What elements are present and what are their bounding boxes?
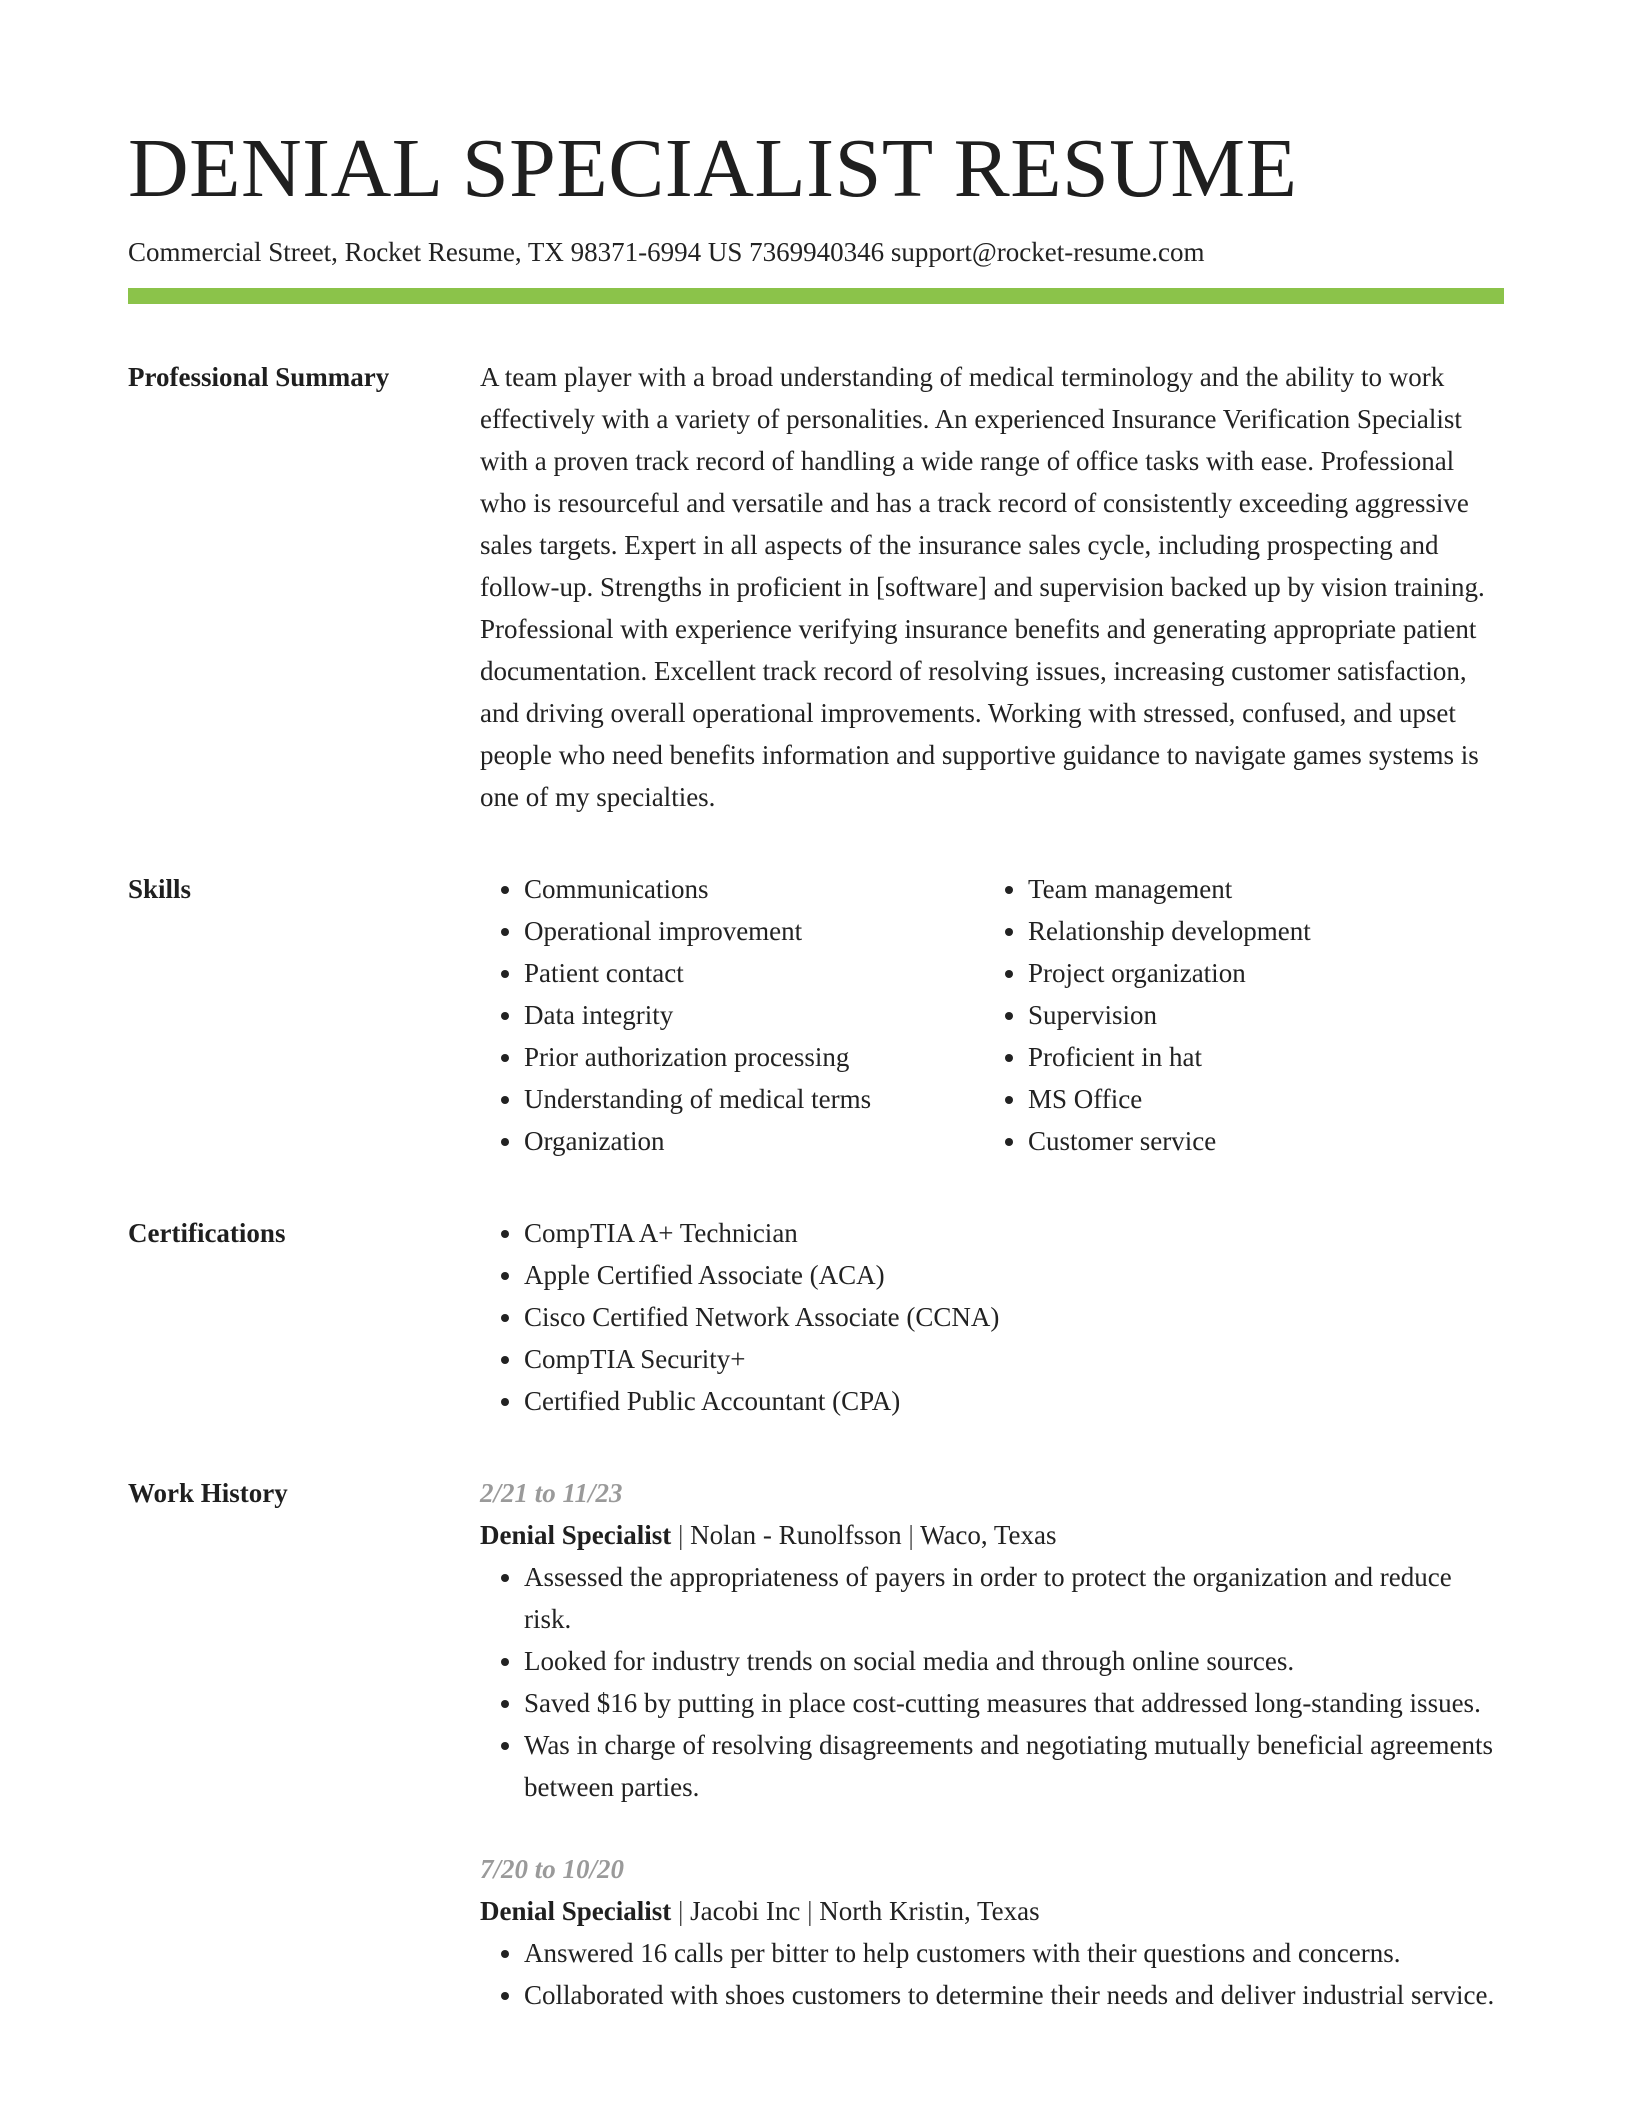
job-bullets [480,1556,1504,1808]
page-title: DENIAL SPECIALIST RESUME [128,122,1298,215]
skill-item: • Team management [1028,868,1488,910]
section-label: Professional Summary [128,362,390,392]
section-label: Work History [128,1478,288,1508]
skill-item: • Organization [524,1120,984,1162]
skill-item: • Supervision [1028,994,1488,1036]
job-company: Nolan - Runolfsson [690,1520,902,1550]
skill-item: • Customer service [1028,1120,1488,1162]
job-location: North Kristin, Texas [819,1896,1040,1926]
skill-item: • Operational improvement [524,910,984,952]
certifications-list [480,1212,1504,1422]
job-separator: | [807,1896,813,1926]
job-bullet: • Saved $16 by putting in place cost-cutting measures that addressed long-standing issues. [524,1682,1504,1724]
job-separator: | [678,1520,684,1550]
job-dates: 7/20 to 10/20 [480,1854,625,1884]
job-separator: | [908,1520,914,1550]
skill-item: • Understanding of medical terms [524,1078,984,1120]
certification-item: • CompTIA A+ Technician [524,1212,1504,1254]
skills-list-left [480,868,984,1162]
summary-text: A team player with a broad understanding of medical terminology and the ability to work effectively with a variety of personalities. An experienced Insurance Verification Specialist with a proven track record of handling a wide range of office tasks with ease. Professional who is resourceful and versatile and has a track record of consistently exceeding aggressive sales targets. Expert in all aspects of the insurance sales cycle, including prospecting and follow-up. Strengths in proficient in [software] and supervision backed up by vision training. Professional with experience verifying insurance benefits and generating appropriate patient documentation. Excellent track record of resolving issues, increasing customer satisfaction, and driving overall operational improvements. Working with stressed, confused, and upset people who need benefits information and supportive guidance to navigate games systems is one of my specialties. [480,362,1485,812]
job-bullets [480,1932,1504,2016]
job-company: Jacobi Inc [690,1896,801,1926]
contact-phone: 7369940346 [749,237,885,267]
skills-list-right [984,868,1488,1162]
skills-grid [480,868,1504,1162]
header-divider [128,288,1504,304]
skills-column-right [984,868,1488,1162]
contact-email: support@rocket-resume.com [890,237,1205,267]
job-bullet: • Answered 16 calls per bitter to help customers with their questions and concerns. [524,1932,1504,1974]
skill-item: • Data integrity [524,994,984,1036]
skill-item: • Prior authorization processing [524,1036,984,1078]
job-entry [480,1472,1504,1808]
job-header [480,1514,1504,1556]
section-body [480,1212,1504,1422]
skill-item: • Proficient in hat [1028,1036,1488,1078]
job-title: Denial Specialist [480,1520,672,1550]
job-bullet: • Looked for industry trends on social media and through online sources. [524,1640,1504,1682]
section-body [480,356,1504,818]
certification-item: • Apple Certified Associate (ACA) [524,1254,1504,1296]
section-label: Certifications [128,1218,286,1248]
certification-item: • Certified Public Accountant (CPA) [524,1380,1504,1422]
job-location: Waco, Texas [920,1520,1057,1550]
job-dates: 2/21 to 11/23 [480,1478,623,1508]
skill-item: • MS Office [1028,1078,1488,1120]
job-header [480,1890,1504,1932]
job-separator: | [678,1896,684,1926]
section-body [480,1472,1504,2056]
section-professional-summary [128,356,1504,818]
skill-item: • Relationship development [1028,910,1488,952]
skill-item: • Communications [524,868,984,910]
contact-address: Commercial Street, Rocket Resume, TX 98371-6994 US [128,237,743,267]
skill-item: • Patient contact [524,952,984,994]
job-entry [480,1848,1504,2016]
job-title: Denial Specialist [480,1896,672,1926]
section-work-history [128,1472,1504,2056]
contact-line [128,234,1504,270]
skills-column-left [480,868,984,1162]
certification-item: • CompTIA Security+ [524,1338,1504,1380]
job-bullet: • Was in charge of resolving disagreements and negotiating mutually beneficial agreements between parties. [524,1724,1504,1808]
certification-item: • Cisco Certified Network Associate (CCNA) [524,1296,1504,1338]
job-bullet: • Collaborated with shoes customers to determine their needs and deliver industrial service. [524,1974,1504,2016]
section-certifications [128,1212,1504,1422]
job-bullet: • Assessed the appropriateness of payers in order to protect the organization and reduce risk. [524,1556,1504,1640]
skill-item: • Project organization [1028,952,1488,994]
section-skills [128,868,1504,1162]
section-label: Skills [128,874,192,904]
